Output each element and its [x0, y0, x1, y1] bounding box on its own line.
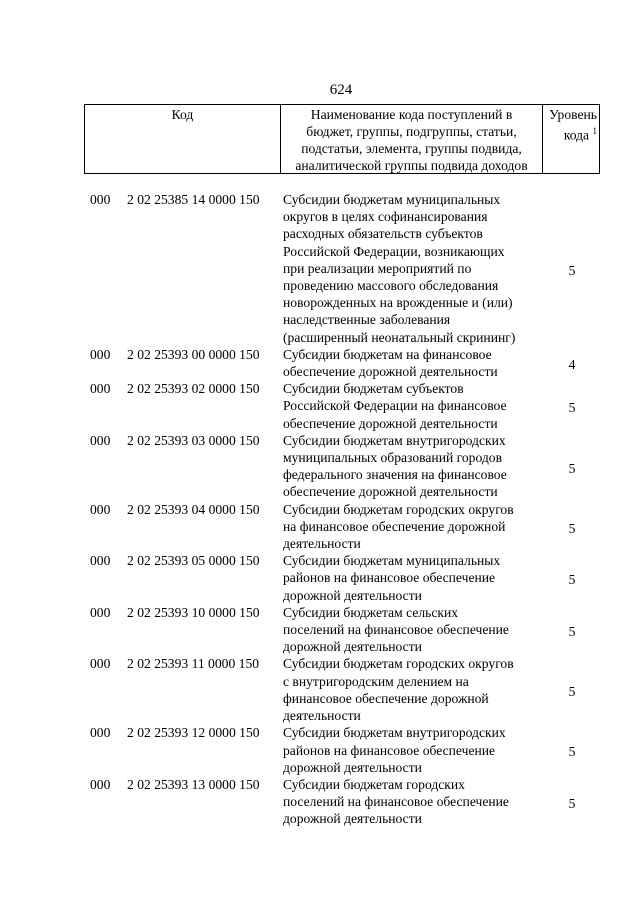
revenue-name — [283, 380, 534, 432]
admin-code: 000 — [90, 346, 111, 362]
admin-code: 000 — [90, 725, 111, 741]
code-level: 5 — [568, 460, 576, 476]
revenue-name — [283, 501, 534, 553]
revenue-code: 2 02 25393 02 0000 150 — [127, 381, 260, 397]
revenue-code: 2 02 25393 11 0000 150 — [127, 656, 260, 672]
table-row — [0, 604, 640, 656]
revenue-name — [283, 724, 534, 776]
revenue-name-line: Субсидии бюджетам городских — [283, 776, 465, 792]
revenue-name-line: дорожной деятельности — [283, 587, 422, 603]
revenue-name-line: (расширенный неонатальный скрининг) — [283, 329, 516, 345]
revenue-code: 2 02 25393 03 0000 150 — [127, 432, 260, 448]
revenue-code: 2 02 25393 13 0000 150 — [127, 776, 260, 792]
admin-code: 000 — [90, 192, 111, 207]
header-name — [281, 105, 543, 173]
code-level: 5 — [568, 624, 576, 640]
revenue-name — [283, 346, 534, 380]
header-level-line — [543, 123, 597, 144]
revenue-name-line: деятельности — [283, 708, 361, 724]
revenue-name-line: муниципальных образований городов — [283, 450, 503, 466]
revenue-name-line: обеспечение дорожной деятельности — [283, 364, 498, 380]
revenue-name-line: расходных обязательств субъектов — [283, 226, 483, 242]
table-row — [0, 346, 640, 380]
revenue-name-line: поселений на финансовое обеспечение — [283, 622, 509, 638]
admin-code: 000 — [90, 604, 111, 620]
code-level: 5 — [568, 262, 576, 278]
code-level: 5 — [568, 796, 576, 812]
table-row — [0, 655, 640, 724]
revenue-name-line: Субсидии бюджетам муниципальных — [283, 553, 501, 569]
admin-code: 000 — [90, 501, 111, 517]
revenue-name — [283, 552, 534, 604]
table-row — [0, 380, 640, 432]
revenue-name-line: дорожной деятельности — [283, 811, 422, 827]
code-level: 5 — [568, 744, 576, 760]
revenue-name-line: Субсидии бюджетам на финансовое — [283, 346, 492, 362]
code-level: 5 — [568, 520, 576, 536]
footnote-marker: 1 — [592, 126, 597, 136]
header-name-line: Наименование кода поступлений в — [310, 107, 513, 122]
header-level — [543, 105, 599, 173]
revenue-name-line: Субсидии бюджетам внутригородских — [283, 725, 506, 741]
revenue-name — [283, 191, 534, 346]
header-name-line: бюджет, группы, подгруппы, статьи, — [306, 124, 517, 139]
revenue-name-line: дорожной деятельности — [283, 639, 422, 655]
revenue-name-line: новорожденных на врожденные и (или) — [283, 295, 513, 311]
admin-code: 000 — [90, 776, 111, 792]
revenue-name-line: при реализации мероприятий по — [283, 260, 472, 276]
table-row — [0, 724, 640, 776]
revenue-name-line: деятельности — [283, 536, 361, 552]
code-level: 4 — [568, 357, 576, 373]
table-row — [0, 552, 640, 604]
revenue-name — [283, 432, 534, 501]
revenue-name-line: округов в целях софинансирования — [283, 209, 488, 225]
revenue-name-line: дорожной деятельности — [283, 759, 422, 775]
table-row — [0, 191, 640, 346]
revenue-name — [283, 604, 534, 656]
code-level: 5 — [568, 572, 576, 588]
revenue-name-line: Субсидии бюджетам муниципальных — [283, 192, 501, 207]
revenue-name-line: Субсидии бюджетам внутригородских — [283, 432, 506, 448]
header-level-line: Уровень — [549, 107, 597, 122]
header-name-line: подстатьи, элемента, группы подвида, — [301, 141, 522, 156]
revenue-name-line: Российской Федерации, возникающих — [283, 243, 505, 259]
header-code: Код — [85, 105, 281, 173]
table-row — [0, 776, 640, 828]
revenue-name — [283, 655, 534, 724]
revenue-name — [283, 776, 534, 828]
revenue-code: 2 02 25385 14 0000 150 — [127, 192, 260, 207]
revenue-name-line: Субсидии бюджетам субъектов — [283, 381, 464, 397]
revenue-name-line: обеспечение дорожной деятельности — [283, 484, 498, 500]
revenue-name-line: с внутригородским делением на — [283, 673, 469, 689]
admin-code: 000 — [90, 553, 111, 569]
revenue-name-line: на финансовое обеспечение дорожной — [283, 518, 506, 534]
revenue-name-line: наследственные заболевания — [283, 312, 451, 328]
page-number: 624 — [329, 82, 353, 98]
revenue-name-line: Российской Федерации на финансовое — [283, 398, 507, 414]
revenue-code: 2 02 25393 04 0000 150 — [127, 501, 260, 517]
table-row — [0, 501, 640, 553]
revenue-name-line: Субсидии бюджетам сельских — [283, 604, 459, 620]
admin-code: 000 — [90, 432, 111, 448]
revenue-code: 2 02 25393 12 0000 150 — [127, 725, 260, 741]
revenue-name-line: финансовое обеспечение дорожной — [283, 690, 489, 706]
admin-code: 000 — [90, 381, 111, 397]
code-level: 5 — [568, 400, 576, 416]
table-row — [0, 432, 640, 501]
header-name-line: аналитической группы подвида доходов — [295, 158, 528, 173]
revenue-name-line: Субсидии бюджетам городских округов — [283, 656, 514, 672]
revenue-name-line: районов на финансовое обеспечение — [283, 742, 496, 758]
revenue-name-line: обеспечение дорожной деятельности — [283, 415, 498, 431]
revenue-name-line: проведению массового обследования — [283, 278, 499, 294]
revenue-code: 2 02 25393 05 0000 150 — [127, 553, 260, 569]
table-body — [0, 191, 640, 828]
admin-code: 000 — [90, 656, 111, 672]
revenue-name-line: Субсидии бюджетам городских округов — [283, 501, 514, 517]
revenue-code: 2 02 25393 10 0000 150 — [127, 604, 260, 620]
header-level-label: кода — [563, 127, 590, 143]
revenue-code: 2 02 25393 00 0000 150 — [127, 346, 260, 362]
revenue-name-line: районов на финансовое обеспечение — [283, 570, 496, 586]
code-level: 5 — [568, 684, 576, 700]
revenue-name-line: поселений на финансовое обеспечение — [283, 794, 509, 810]
revenue-name-line: федерального значения на финансовое — [283, 467, 507, 483]
table-header — [84, 104, 600, 174]
